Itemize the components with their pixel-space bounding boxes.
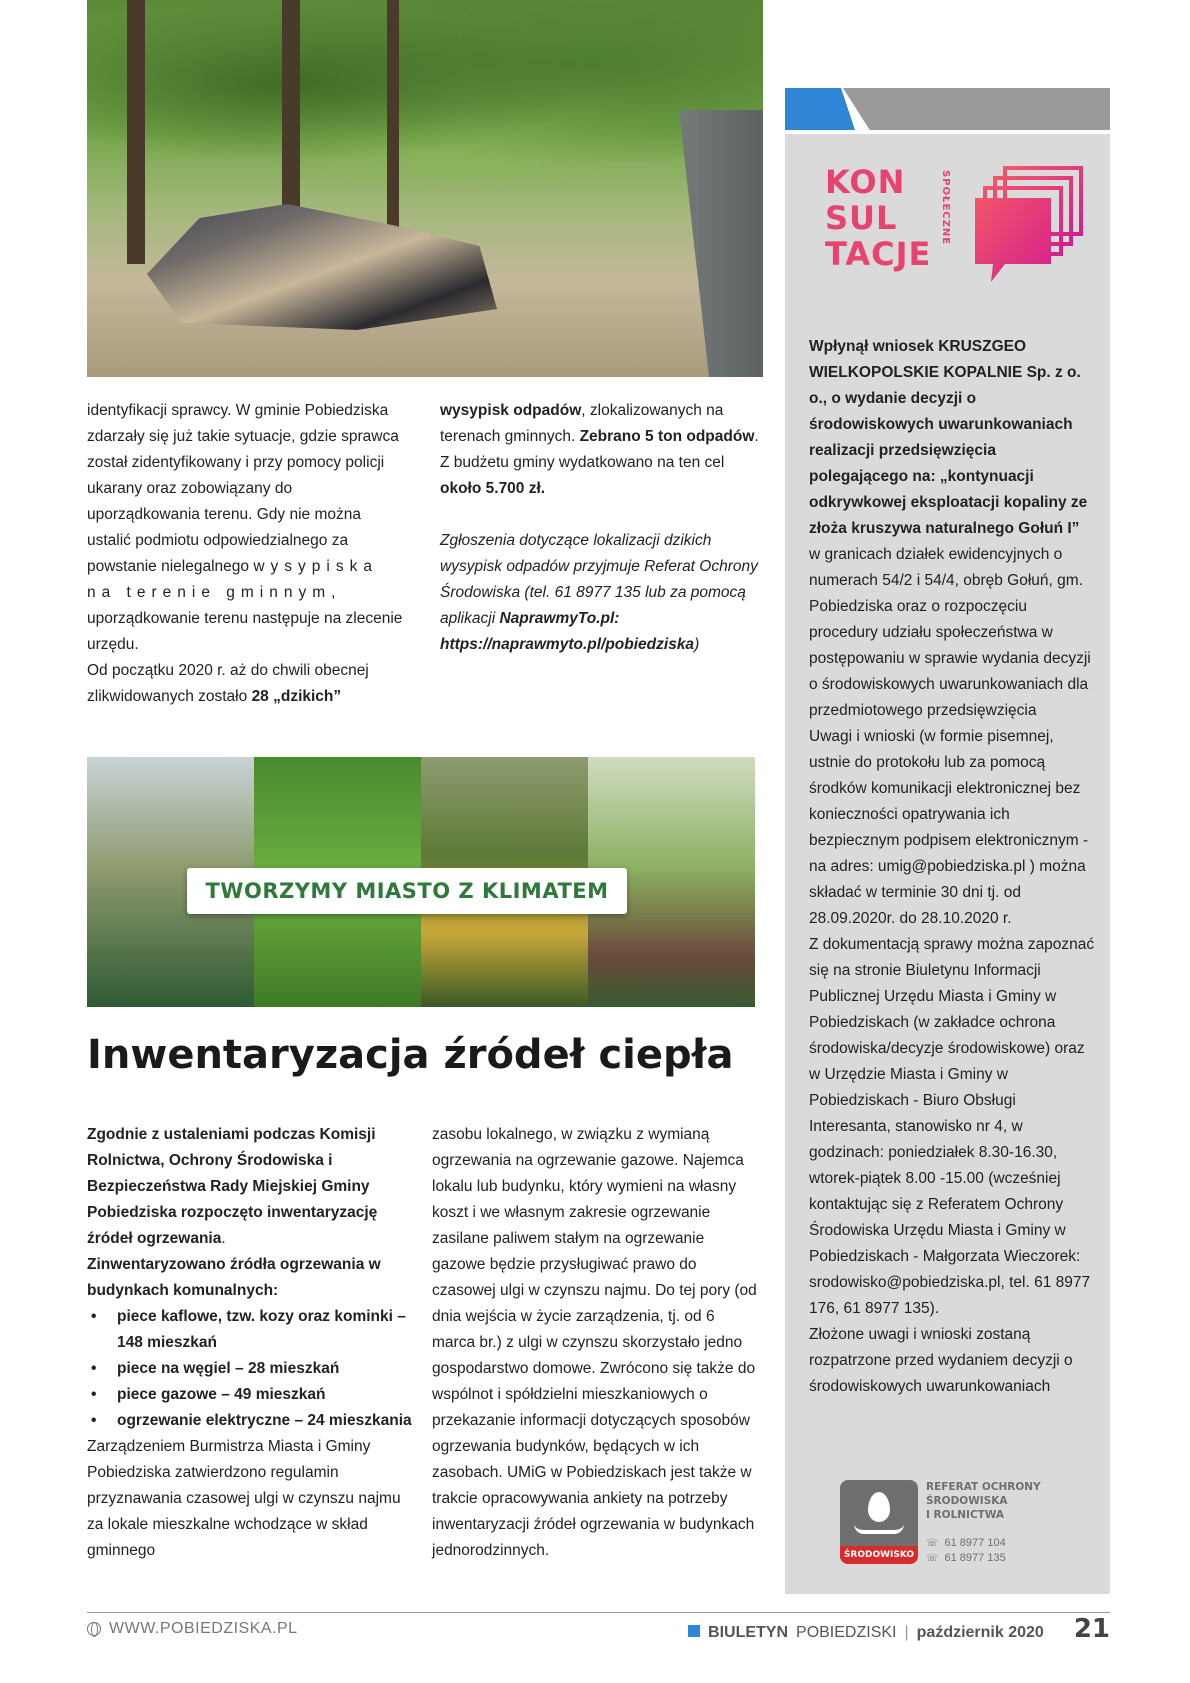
footer-website[interactable]: [87, 1620, 298, 1638]
climate-banner: TWORZYMY MIASTO Z KLIMATEM: [187, 868, 627, 914]
paragraph: Zarządzeniem Burmistrza Miasta i Gminy Pobiedziska zatwierdzono regulamin przyznawania czasowej ulgi w czynszu najmu za lokale mieszkalne wchodzące w skład gminnego: [87, 1438, 401, 1559]
intro-paragraph: Zgodnie z ustaleniami podczas Komisji Rolnictwa, Ochrony Środowiska i Bezpieczeństwa Rady Miejskiej Gminy Pobiedziska rozpoczęto inwentaryzację źródeł ogrzewania.: [87, 1126, 378, 1247]
konsultacje-logo: [825, 164, 1085, 294]
paragraph: zasobu lokalnego, w związku z wymianą ogrzewania na ogrzewanie gazowe. Najemca lokalu lub budynku, który wymieni na własny koszt i we własnym zakresie ogrzewanie zasilane paliwem stałym na ogrzewanie gazowe będzie przysługiwać prawo do czasowej ulgi w czynszu najmu. Do tej pory (od dnia wejścia w życie zarządzenia, tj. od 6 marca br.) z ulgi w czynszu skorzystało jedno gospodarstwo domowe. Zwrócono się także do wspólnot i spółdzielni mieszkaniowych o przekazanie informacji dotyczących sposobów ogrzewania budynków, będących w ich zasobach. UMiG w Pobiedziskach jest także w trakcie opracowywania ankiety na potrzeby inwentaryzacji źródeł ogrzewania w budynkach jednorodzinnych.: [432, 1126, 757, 1559]
page-number: 21: [1073, 1614, 1110, 1644]
paragraph: w granicach działek ewidencyjnych o numerach 54/2 i 54/4, obręb Gołuń, gm. Pobiedziska oraz o rozpoczęciu procedury udziału społeczeństwa w postępowaniu w sprawie wydania decyzji o środowiskowych uwarunkowaniach dla przedmiotowego przedsięwzięcia: [809, 546, 1091, 719]
article2-column-left: [87, 1122, 412, 1564]
water-drop-icon: [868, 1492, 890, 1522]
contact-note: Zgłoszenia dotyczące lokalizacji dzikich wysypisk odpadów przyjmuje Referat Ochrony Środowiska (tel. 61 8977 135 lub za pomocą aplikacji NaprawmyTo.pl: https://naprawmyto.pl/pobiedziska): [440, 532, 758, 653]
article1-column-left: [87, 398, 407, 710]
sidebar-tabs: [785, 88, 1110, 130]
section-title: Inwentaryzacja źródeł ciepła: [87, 1032, 734, 1078]
globe-icon: [87, 1622, 101, 1636]
phone-icon: ☏: [926, 1538, 939, 1549]
phone-row: ☏ 61 8977 135: [926, 1552, 1006, 1564]
footer-publication: [688, 1614, 1110, 1644]
logo-line: TACJE: [825, 235, 932, 273]
list-item: • piece na węgiel – 28 mieszkań: [87, 1356, 412, 1382]
forest-trees: [87, 0, 763, 207]
consultation-heading: Wpłynął wniosek KRUSZGEO WIELKOPOLSKIE KOPALNIE Sp. z o. o., o wydanie decyzji o środowiskowych uwarunkowaniach realizacji przedsięwzięcia polegającego na: „kontynuacji odkrywkowej eksploatacji kopaliny ze złoża kruszywa naturalnego Gołuń I”: [809, 338, 1088, 537]
list-item: • piece gazowe – 49 mieszkań: [87, 1382, 412, 1408]
tab-gray: [843, 88, 1110, 130]
list-item: • ogrzewanie elektryczne – 24 mieszkania: [87, 1408, 412, 1434]
square-icon: [688, 1625, 700, 1637]
footer-divider: [87, 1612, 1110, 1613]
app-link[interactable]: NaprawmyTo.pl: https://naprawmyto.pl/pobiedziska: [440, 610, 695, 653]
article1-column-right: [440, 398, 760, 658]
paragraph: Złożone uwagi i wnioski zostaną rozpatrzone przed wydaniem decyzji o środowiskowych uwarunkowaniach: [809, 1326, 1073, 1395]
paragraph: wysypisk odpadów, zlokalizowanych na terenach gminnych. Zebrano 5 ton odpadów. Z budżetu gminy wydatkowano na ten cel około 5.700 zł.: [440, 402, 759, 497]
logo-line: SUL: [825, 199, 898, 237]
environment-badge-icon: [840, 1480, 918, 1564]
list-item: • piece kaflowe, tzw. kozy oraz kominki – 148 mieszkań: [87, 1304, 412, 1356]
publication-name-suffix: POBIEDZISKI: [796, 1624, 897, 1641]
tree-trunk: [387, 0, 399, 264]
paragraph: Od początku 2020 r. aż do chwili obecnej zlikwidowanych zostało 28 „dzikich”: [87, 662, 369, 705]
department-name: REFERAT OCHRONY ŚRODOWISKA I ROLNICTWA: [926, 1481, 1041, 1521]
waste-pile: [147, 190, 497, 330]
phone-icon: ☏: [926, 1553, 939, 1564]
consultation-sidebar: [785, 134, 1110, 1594]
heating-list: [87, 1304, 412, 1434]
paragraph: Uwagi i wnioski (w formie pisemnej, ustnie do protokołu lub za pomocą środków komunikacji elektronicznej bez konieczności opatrywania ich bezpiecznym podpisem elektronicznym - na adres: umig@pobiedziska.pl ) można składać w terminie 30 dni tj. od 28.09.2020r. do 28.10.2020 r.: [809, 728, 1089, 927]
paragraph: Z dokumentacją sprawy można zapoznać się na stronie Biuletynu Informacji Publicznej Urzędu Miasta i Gminy w Pobiedziskach (w zakładce ochrona środowiska/decyzje środowiskowe) oraz w Urzędzie Miasta i Gminy w Pobiedziskach - Biuro Obsługi Interesanta, stanowisko nr 4, w godzinach: poniedziałek 8.30-16.30, wtorek-piątek 8.00 -15.00 (wcześniej kontaktując się z Referatem Ochrony Środowiska Urzędu Miasta i Gminy w Pobiedziskach - Małgorzata Wieczorek: srodowisko@pobiedziska.pl, tel. 61 8977 176, 61 8977 135).: [809, 936, 1095, 1317]
article2-column-right: [432, 1122, 757, 1564]
tab-accent: [785, 88, 855, 130]
department-phones: [926, 1536, 1006, 1566]
website-link[interactable]: WWW.POBIEDZISKA.PL: [109, 1620, 298, 1637]
illegal-dump-photo: [87, 0, 763, 377]
badge-label: ŚRODOWISKO: [840, 1546, 918, 1564]
phone-row: ☏ 61 8977 104: [926, 1537, 1006, 1549]
logo-line: KON: [825, 163, 906, 201]
separator: |: [904, 1624, 909, 1641]
climate-photo-collage: [87, 757, 755, 1007]
consultation-text: [809, 334, 1097, 1400]
department-contact: [840, 1480, 1070, 1570]
tree-trunk: [127, 0, 145, 264]
hand-icon: [854, 1524, 904, 1534]
lead-paragraph: Zinwentaryzowano źródła ogrzewania w budynkach komunalnych:: [87, 1256, 381, 1299]
speech-bubbles-icon: [965, 164, 1085, 289]
issue-date: październik 2020: [916, 1624, 1044, 1641]
logo-vertical-text: SPOŁECZNE: [940, 170, 951, 246]
publication-name: BIULETYN: [708, 1624, 789, 1641]
paragraph: identyfikacji sprawcy. W gminie Pobiedziska zdarzały się już takie sytuacje, gdzie sprawca został zidentyfikowany i przy pomocy policji ukarany oraz zobowiązany do uporządkowania terenu. Gdy nie można ustalić podmiotu odpowiedzialnego za powstanie nielegalnego wysypiska na terenie gminnym, uporządkowanie terenu następuje na zlecenie urzędu.: [87, 402, 403, 653]
